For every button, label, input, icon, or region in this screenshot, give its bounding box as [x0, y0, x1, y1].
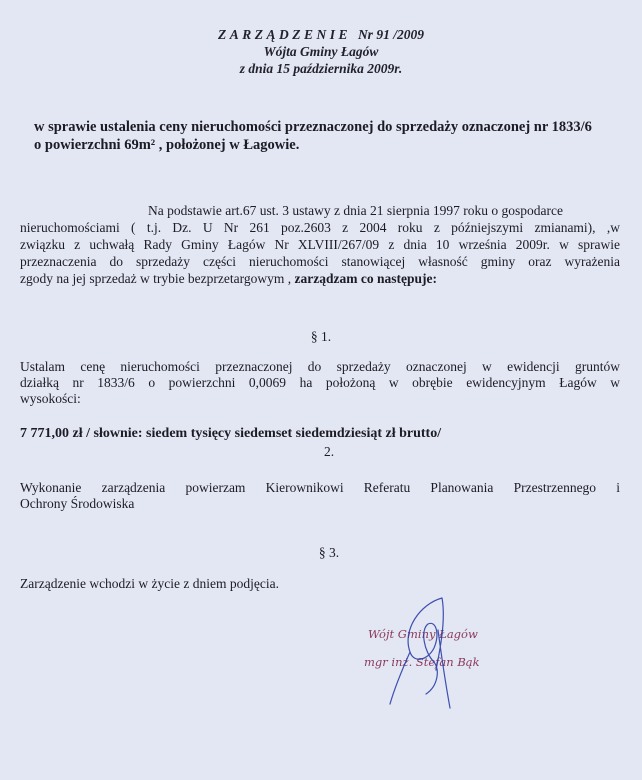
document-title — [0, 27, 642, 43]
handwritten-signature — [380, 590, 490, 710]
stamp-title: Wójt Gminy Łagów — [368, 627, 478, 641]
section-2-line-1: Wykonanie zarządzenia powierzam Kierownikowi Referatu Planowania Przestrzennego i — [20, 480, 620, 495]
preamble-line-5 — [20, 271, 437, 287]
decree-phrase: zarządzam co następuje: — [294, 271, 437, 286]
section-1-line-1: Ustalam cenę nieruchomości przeznaczonej do sprzedaży oznaczonej w ewidencji gruntów — [20, 359, 620, 374]
subject-line-1: w sprawie ustalenia ceny nieruchomości przeznaczonej do sprzedaży oznaczonej nr 1833/6 — [34, 119, 592, 135]
signature-stroke — [390, 598, 450, 708]
price-statement: 7 771,00 zł / słownie: siedem tysięcy siedemset siedemdziesiąt zł brutto/ — [20, 426, 442, 441]
section-3-heading: § 3. — [318, 545, 340, 560]
section-1-line-3: wysokości: — [20, 391, 81, 406]
issuer: Wójta Gminy Łagów — [263, 44, 379, 59]
section-2-heading: 2. — [323, 444, 335, 459]
preamble-line-3: związku z uchwałą Rady Gminy Łagów Nr XLVIII/267/09 z dnia 10 września 2009r. w sprawie — [20, 237, 620, 252]
section-1-line-2: działką nr 1833/6 o powierzchni 0,0069 ha położoną w obrębie ewidencyjnym Łagów w — [20, 375, 620, 390]
preamble-line-1: Na podstawie art.67 ust. 3 ustawy z dnia 21 sierpnia 1997 roku o gospodarce — [148, 203, 564, 218]
section-1-heading: § 1. — [310, 329, 332, 344]
issue-date: z dnia 15 października 2009r. — [239, 61, 403, 76]
preamble-text: zgody na jej sprzedaż w trybie bezprzetargowym , — [20, 271, 295, 286]
section-2-line-2: Ochrony Środowiska — [20, 496, 135, 511]
title-word: ZARZĄDZENIE — [218, 27, 352, 42]
preamble-line-4: przeznaczenia do sprzedaży części nieruchomości stanowiącej własność gminy oraz wyrażenia — [20, 254, 620, 269]
document-number: Nr 91 /2009 — [357, 27, 424, 42]
section-3-line-1: Zarządzenie wchodzi w życie z dniem podjęcia. — [20, 576, 279, 591]
preamble-line-2: nieruchomościami ( t.j. Dz. U Nr 261 poz.2603 z 2004 roku z późniejszymi zmianami), ,w — [20, 220, 620, 235]
subject-line-2: o powierzchni 69m² , położonej w Łagowie. — [34, 137, 300, 153]
stamp-name: mgr inż. Stefan Bąk — [364, 655, 480, 669]
